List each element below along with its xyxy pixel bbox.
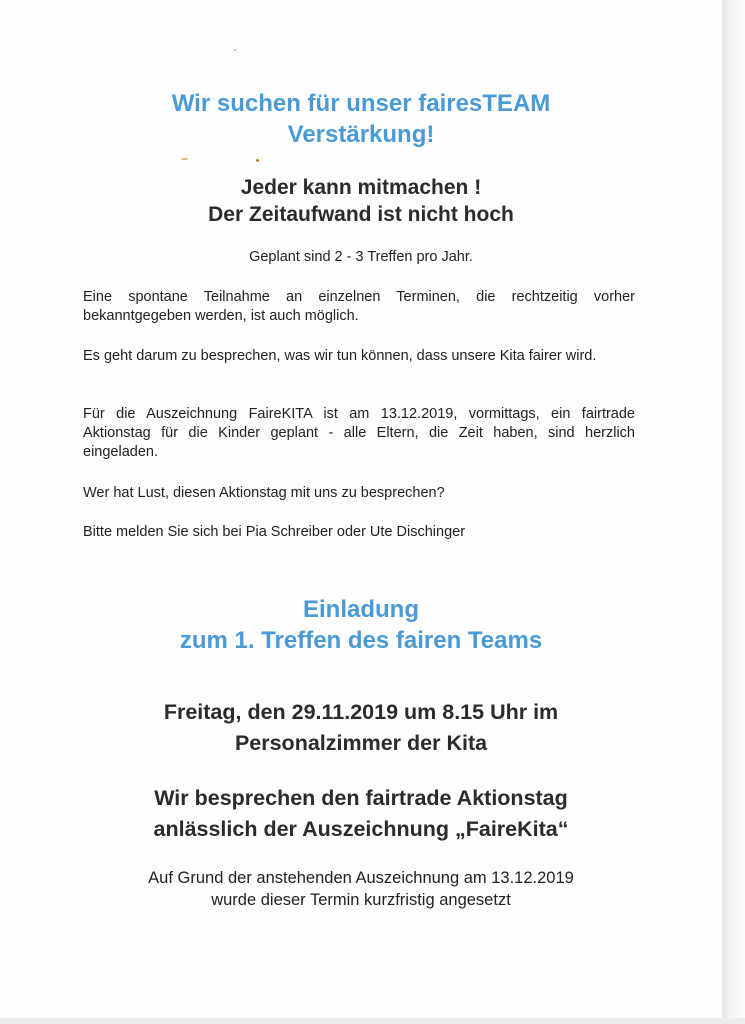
meeting-place-line: Personalzimmer der Kita (234, 731, 488, 755)
meeting-topic-line2: anlässlich der Auszeichnung „FaireKita“ (153, 817, 569, 841)
paragraph-contact: Bitte melden Sie sich bei Pia Schreiber oder Ute Dischinger (83, 524, 466, 540)
meeting-topic (0, 783, 722, 845)
scan-edge-right (722, 0, 745, 1024)
recruitment-heading-line2: Verstärkung! (287, 121, 435, 148)
invitation-heading (0, 594, 722, 656)
paragraph-purpose: Es geht darum zu besprechen, was wir tun können, dass unsere Kita fairer wird. (83, 348, 597, 364)
paragraph-spontaneous: Eine spontane Teilnahme an einzelnen Terminen, die rechtzeitig vorher bekanntgegeben werden, ist auch möglich. (83, 289, 635, 324)
scheduling-note-line1: Auf Grund der anstehenden Auszeichnung am 13.12.2019 (148, 869, 574, 887)
scan-edge-bottom (0, 1018, 745, 1024)
meeting-details (0, 697, 722, 759)
scan-speck (234, 49, 236, 51)
meeting-date-line: Freitag, den 29.11.2019 um 8.15 Uhr im (163, 700, 559, 724)
meeting-topic-line1: Wir besprechen den fairtrade Aktionstag (154, 786, 568, 810)
intro-heading (0, 174, 722, 228)
invitation-heading-line2: zum 1. Treffen des fairen Teams (179, 627, 543, 654)
invitation-heading-line1: Einladung (303, 596, 419, 623)
scan-speck (181, 158, 188, 160)
paragraph-award-day: Für die Auszeichnung FaireKITA ist am 13.12.2019, vormittags, ein fairtrade Aktionstag für die Kinder geplant - alle Eltern, die Zeit haben, sind herzlich eingeladen. (83, 406, 635, 460)
planned-meetings-text: Geplant sind 2 - 3 Treffen pro Jahr. (249, 249, 473, 265)
scheduling-note-line2: wurde dieser Termin kurzfristig angesetzt (211, 891, 511, 909)
intro-heading-line2: Der Zeitaufwand ist nicht hoch (208, 203, 514, 226)
recruitment-heading (0, 88, 722, 150)
recruitment-heading-line1: Wir suchen für unser fairesTEAM (171, 90, 551, 117)
scan-speck (256, 159, 259, 162)
paragraph-question: Wer hat Lust, diesen Aktionstag mit uns zu besprechen? (83, 485, 445, 501)
scheduling-note (0, 867, 722, 911)
intro-heading-line1: Jeder kann mitmachen ! (240, 176, 482, 199)
